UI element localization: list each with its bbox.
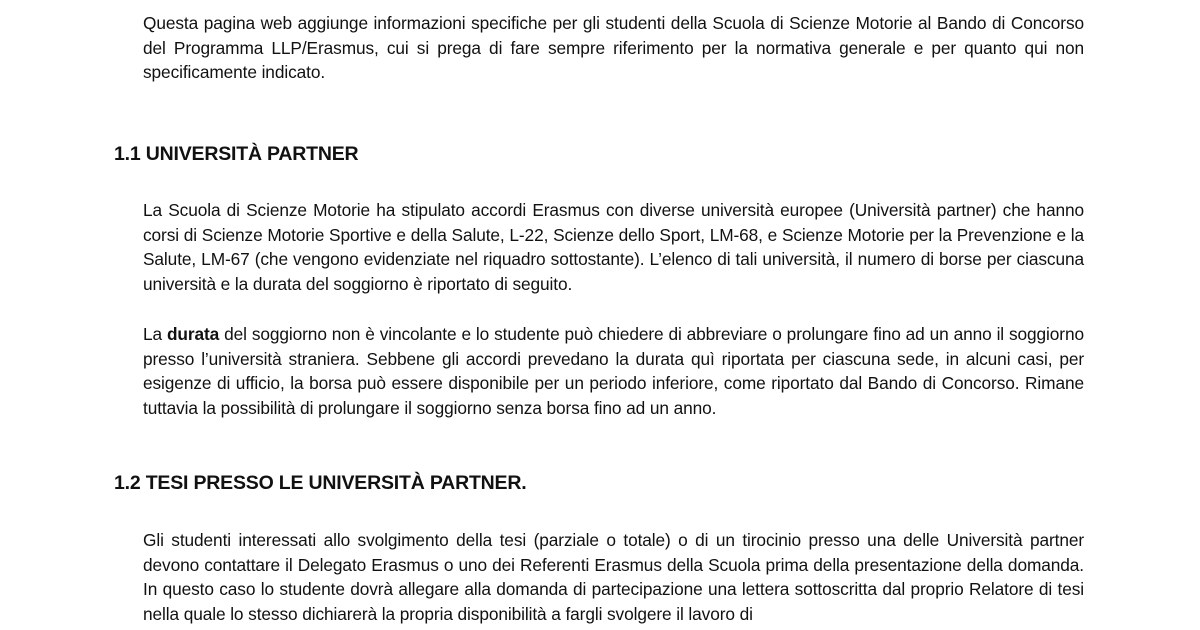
duration-bold-word: durata [166,324,220,344]
thesis-paragraph: Gli studenti interessati allo svolgimento della tesi (parziale o totale) o di un tirocinio presso una delle Università partner devono contattare il Delegato Erasmus o uno dei Referenti Erasmus della Scuola prima della presentazione della domanda. In questo caso lo studente dovrà allegare alla domanda di partecipazione una lettera sottoscritta dal proprio Relatore di tesi nella quale lo stesso dichiarerà la propria disponibilità a fargli svolgere il lavoro di [143,530,1084,624]
section-heading-university-partner: 1.1 UNIVERSITÀ PARTNER [114,143,359,165]
duration-text-start: La [143,324,167,344]
partner-agreements-paragraph: La Scuola di Scienze Motorie ha stipulato accordi Erasmus con diverse università europee (Università partner) che hanno corsi di Scienze Motorie Sportive e della Salute, L-22, Scienze dello Sport, LM-68, e Scienze Motorie per la Prevenzione e la Salute, LM-67 (che vengono evidenziate nel riquadro sottostante). L’elenco di tali università, il numero di borse per ciascuna università e la durata del soggiorno è riportato di seguito. [143,200,1084,294]
duration-paragraph [143,322,1084,420]
duration-text-rest: del soggiorno non è vincolante e lo studente può chiedere di abbreviare o prolungare fino ad un anno il soggiorno presso l’università straniera. Sebbene gli accordi prevedano la durata quì riportata per ciascuna sede, in alcuni casi, per esigenze di ufficio, la borsa può essere disponibile per un periodo inferiore, come riportato dal Bando di Concorso. Rimane tuttavia la possibilità di prolungare il soggiorno senza borsa fino ad un anno. [143,324,1084,418]
intro-paragraph: Questa pagina web aggiunge informazioni specifiche per gli studenti della Scuola di Scienze Motorie al Bando di Concorso del Programma LLP/Erasmus, cui si prega di fare sempre riferimento per la normativa generale e per quanto qui non specificamente indicato. [143,13,1084,83]
section-heading-thesis-partner: 1.2 TESI PRESSO LE UNIVERSITÀ PARTNER. [114,472,527,494]
